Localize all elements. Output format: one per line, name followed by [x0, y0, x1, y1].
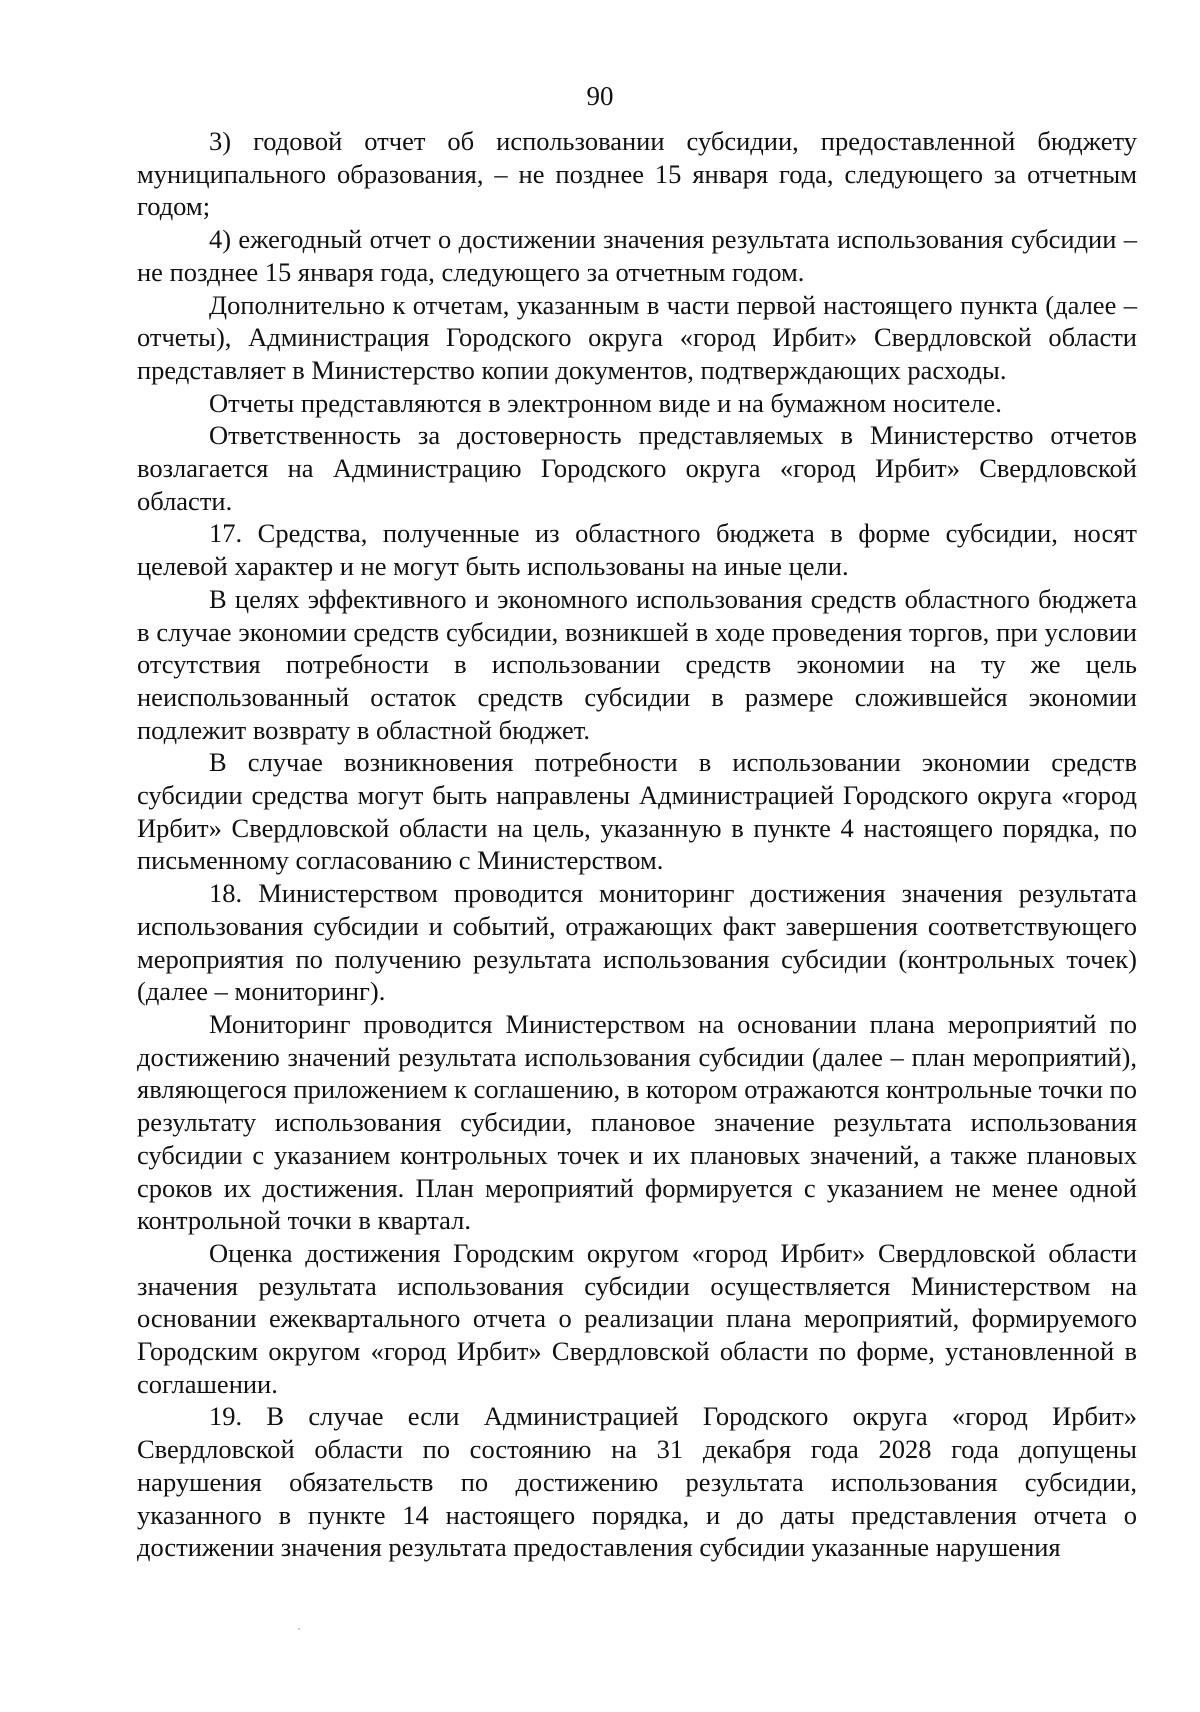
paragraph-17-savings-usage: В случае возникновения потребности в использовании экономии средств субсидии средства могут быть направлены Администрацией Городского округа «город Ирбит» Свердловской области на цель, указанную в пункте 4 настоящего порядка, по письменному согласованию с Министерством. [137, 747, 1137, 876]
paragraph-18-action-plan: Мониторинг проводится Министерством на основании плана мероприятий по достижению значений результата использования субсидии (далее – план мероприятий), являющегося приложением к соглашению, в котором отражаются контрольные точки по результату использования субсидии, плановое значение результата использования субсидии с указанием контрольных точек и их плановых значений, а также плановых сроков их достижения. План мероприятий формируется с указанием не менее одной контрольной точки в квартал. [137, 1008, 1137, 1236]
paragraph-17-savings-return: В целях эффективного и экономного использования средств областного бюджета в случае экономии средств субсидии, возникшей в ходе проведения торгов, при условии отсутствия потребности в использовании средств экономии на ту же цель неиспользованный остаток средств субсидии в размере сложившейся экономии подлежит возврату в областной бюджет. [137, 583, 1137, 745]
paragraph-18-assessment: Оценка достижения Городским округом «город Ирбит» Свердловской области значения результата использования субсидии осуществляется Министерством на основании ежеквартального отчета о реализации плана мероприятий, формируемого Городским округом «город Ирбит» Свердловской области по форме, установленной в соглашении. [137, 1237, 1137, 1399]
scan-speck [298, 1628, 300, 1630]
page-number: 90 [586, 81, 614, 111]
document-body [137, 125, 1137, 1564]
paragraph-item-4-result-report: 4) ежегодный отчет о достижении значения результата использования субсидии – не позднее 15 января года, следующего за отчетным годом. [137, 224, 1137, 287]
paragraph-report-format: Отчеты представляются в электронном виде и на бумажном носителе. [209, 387, 1002, 418]
paragraph-19-violations: 19. В случае если Администрацией Городского округа «город Ирбит» Свердловской области по состоянию на 31 декабря года 2028 года допущены нарушения обязательств по достижению результата использования субсидии, указанного в пункте 14 настоящего порядка, и до даты представления отчета о достижении значения результата предоставления субсидии указанные нарушения [137, 1401, 1137, 1563]
paragraph-17-purpose-of-funds: 17. Средства, полученные из областного бюджета в форме субсидии, носят целевой характер и не могут быть использованы на иные цели. [137, 518, 1137, 582]
paragraph-additional-documents: Дополнительно к отчетам, указанным в части первой настоящего пункта (далее – отчеты), Администрация Городского округа «город Ирбит» Свердловской области представляет в Министерство копии документов, подтверждающих расходы. [137, 289, 1137, 385]
paragraph-item-3-annual-report: 3) годовой отчет об использовании субсидии, предоставленной бюджету муниципального образования, – не позднее 15 января года, следующего за отчетным годом; [137, 126, 1137, 222]
paragraph-18-monitoring: 18. Министерством проводится мониторинг достижения значения результата использования субсидии и событий, отражающих факт завершения соответствующего мероприятия по получению результата использования субсидии (контрольных точек) (далее – мониторинг). [137, 878, 1137, 1007]
paragraph-report-responsibility: Ответственность за достоверность представляемых в Министерство отчетов возлагается на Администрацию Городского округа «город Ирбит» Свердловской области. [137, 420, 1137, 516]
